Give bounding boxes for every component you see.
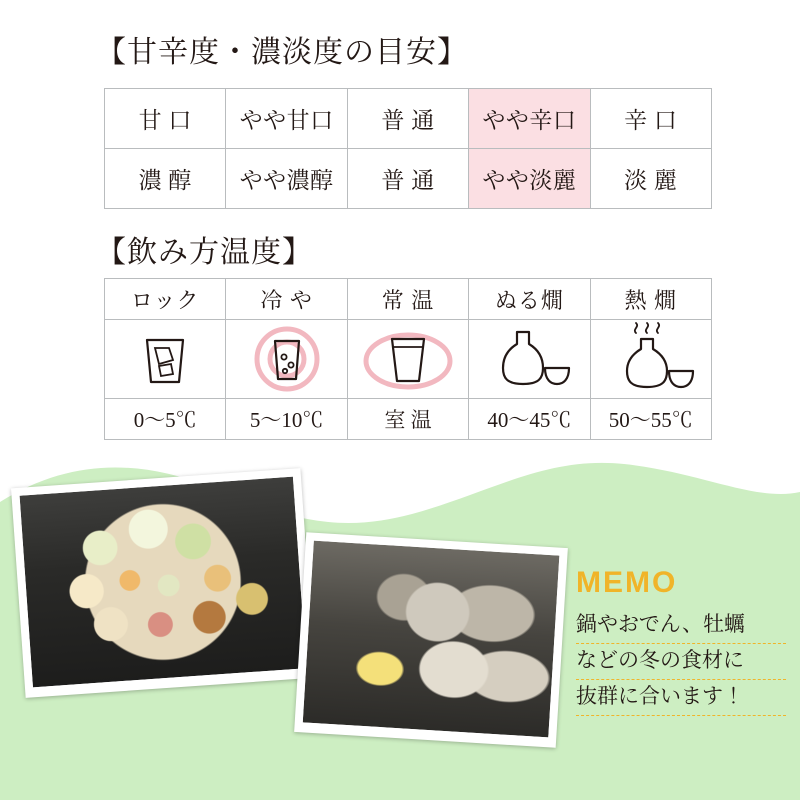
table-row-temp-values bbox=[105, 399, 712, 440]
memo-line-3: 抜群に合います！ bbox=[576, 680, 786, 716]
temp-icon-cell-room bbox=[347, 320, 468, 399]
recommend-ring-oval bbox=[366, 335, 450, 387]
taste-cell-normal: 普 通 bbox=[347, 89, 468, 149]
temp-header-hot: 熱 燗 bbox=[590, 279, 711, 320]
temp-icon-cell-rock bbox=[105, 320, 226, 399]
table-row-richness bbox=[105, 149, 712, 209]
taste-table bbox=[104, 88, 712, 209]
temp-value-rock: 0〜5℃ bbox=[105, 399, 226, 440]
richness-cell-slightly-light-selected: やや淡麗 bbox=[469, 149, 590, 209]
oyster-photo-inner bbox=[303, 541, 560, 738]
temp-icon-cell-chilled bbox=[226, 320, 347, 399]
richness-cell-light: 淡 麗 bbox=[590, 149, 711, 209]
oyster-photo bbox=[294, 532, 568, 748]
hotpot-photo bbox=[11, 468, 315, 698]
richness-cell-slightly-rich: やや濃醇 bbox=[226, 149, 347, 209]
temperature-table bbox=[104, 278, 712, 440]
temperature-section-title: 【飲み方温度】 bbox=[96, 236, 313, 269]
hotpot-photo-inner bbox=[20, 477, 307, 688]
taste-cell-slightly-dry-selected: やや辛口 bbox=[469, 89, 590, 149]
memo-block bbox=[576, 568, 786, 716]
temp-value-chilled: 5〜10℃ bbox=[226, 399, 347, 440]
warm-tokkuri-icon bbox=[483, 324, 575, 394]
taste-section-title: 【甘辛度・濃淡度の目安】 bbox=[96, 36, 468, 69]
cold-glass-icon bbox=[244, 323, 330, 395]
taste-cell-sweet: 甘 口 bbox=[105, 89, 226, 149]
richness-cell-rich: 濃 醇 bbox=[105, 149, 226, 209]
hot-tokkuri-icon bbox=[605, 321, 697, 397]
temp-icon-cell-hot bbox=[590, 320, 711, 399]
steam-line-3 bbox=[657, 323, 659, 333]
table-row-temp-icons bbox=[105, 320, 712, 399]
steam-line-1 bbox=[635, 323, 637, 333]
memo-line-1: 鍋やおでん、牡蠣 bbox=[576, 608, 786, 644]
rock-glass-icon bbox=[129, 326, 201, 392]
richness-cell-normal: 普 通 bbox=[347, 149, 468, 209]
temp-header-chilled: 冷 や bbox=[226, 279, 347, 320]
memo-line-2: などの冬の食材に bbox=[576, 644, 786, 680]
temp-value-lukewarm: 40〜45℃ bbox=[469, 399, 590, 440]
table-row-sweetness bbox=[105, 89, 712, 149]
steam-line-2 bbox=[646, 323, 648, 333]
temp-header-room: 常 温 bbox=[347, 279, 468, 320]
taste-cell-dry: 辛 口 bbox=[590, 89, 711, 149]
temp-value-room: 室 温 bbox=[347, 399, 468, 440]
table-row-temp-headers bbox=[105, 279, 712, 320]
temp-icon-cell-lukewarm bbox=[469, 320, 590, 399]
tumbler-icon bbox=[356, 323, 460, 395]
hotpot-photo-image bbox=[20, 477, 307, 688]
taste-cell-slightly-sweet: やや甘口 bbox=[226, 89, 347, 149]
oyster-photo-image bbox=[303, 541, 560, 738]
temp-value-hot: 50〜55℃ bbox=[590, 399, 711, 440]
temp-header-lukewarm: ぬる燗 bbox=[469, 279, 590, 320]
temp-header-rock: ロック bbox=[105, 279, 226, 320]
memo-title: MEMO bbox=[576, 566, 678, 599]
